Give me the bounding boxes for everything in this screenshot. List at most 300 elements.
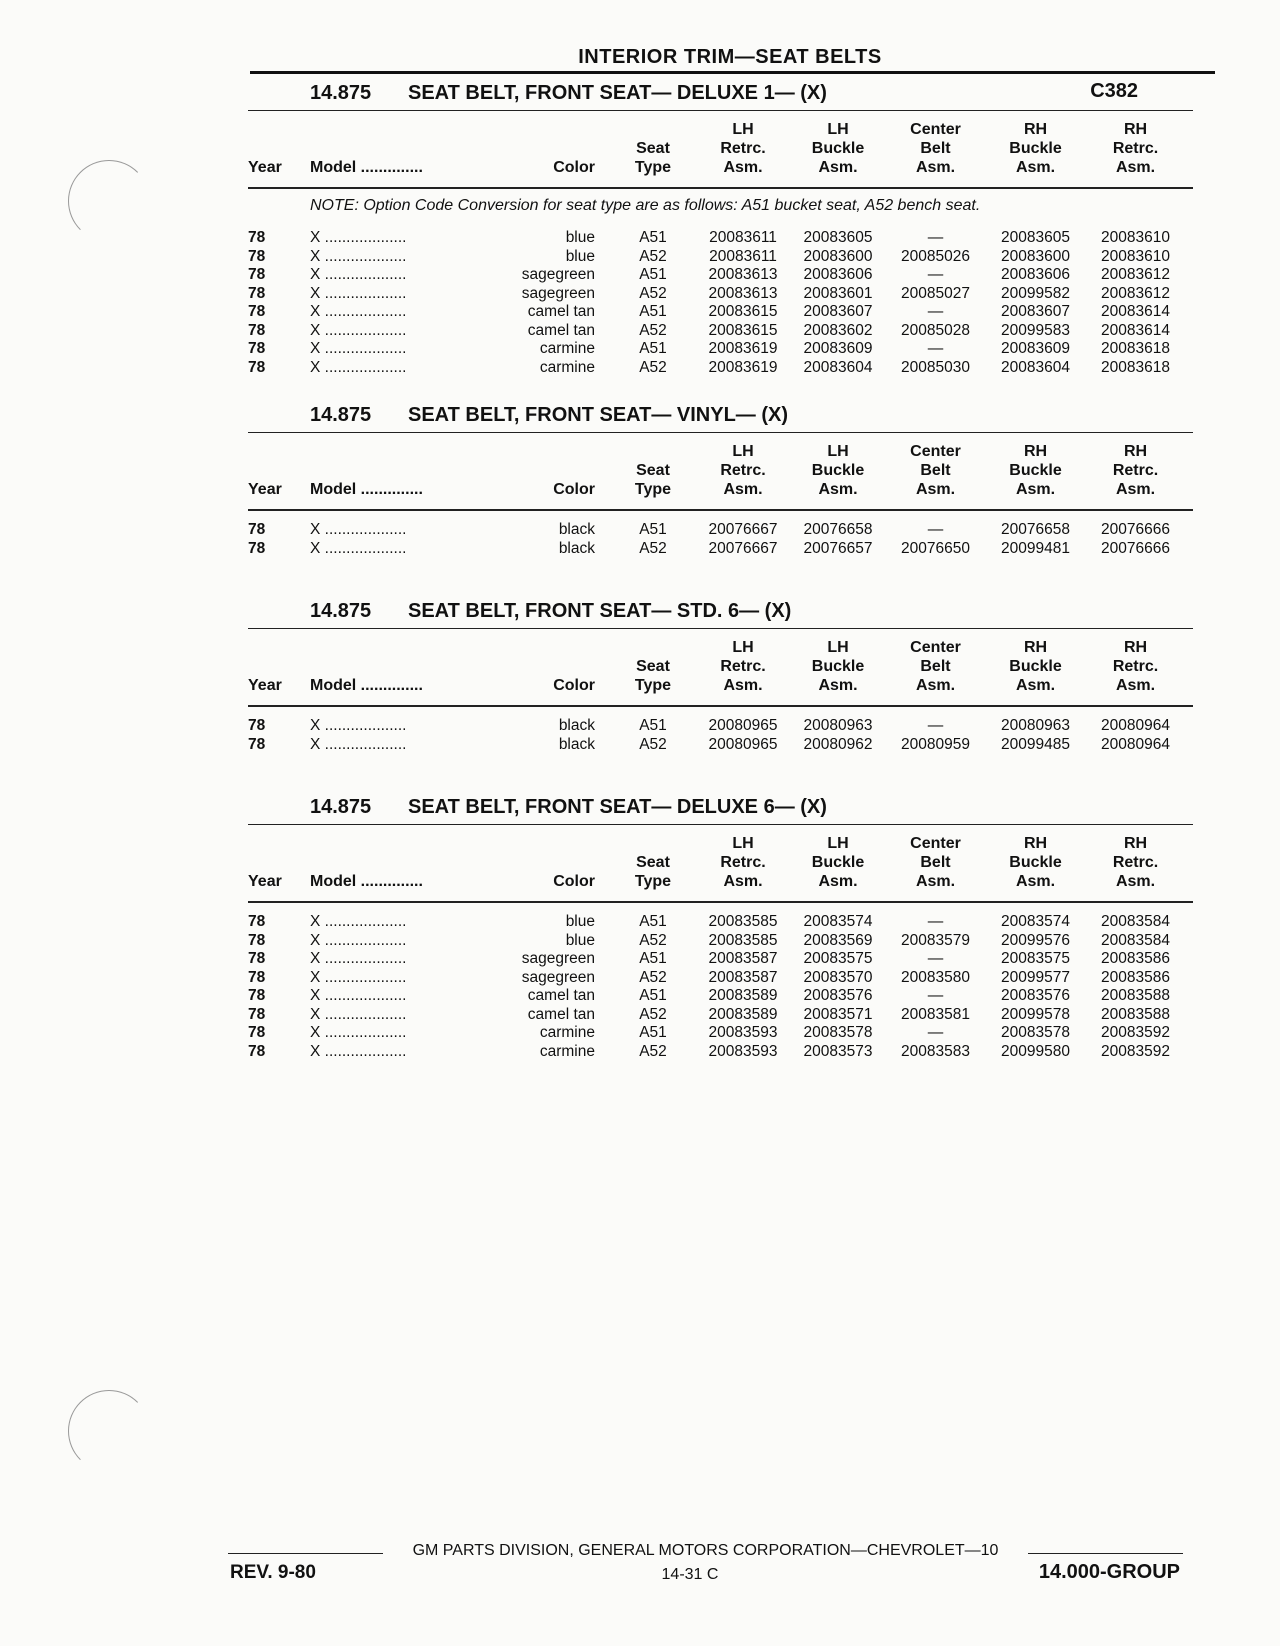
- cell-lh-buckle: 20083576: [803, 987, 873, 1004]
- cell-seat-type: A51: [639, 987, 667, 1004]
- section-3: [248, 598, 1193, 754]
- col-header-rh-buckle: [988, 120, 1083, 177]
- col-header-line: Seat: [636, 854, 670, 871]
- cell-center-belt: —: [927, 717, 944, 734]
- col-header-year: [248, 158, 288, 177]
- table-row: [248, 303, 1193, 322]
- cell-year: 78: [248, 539, 266, 557]
- cell-center-belt: 20085026: [901, 247, 970, 265]
- cell-lh-buckle: 20083604: [803, 358, 873, 376]
- cell-center-belt: 20085027: [901, 284, 970, 302]
- col-header-line: Buckle: [811, 854, 865, 871]
- section-header: [248, 794, 1193, 824]
- col-header-lh-buckle: [793, 120, 883, 177]
- cell-model: X ...................: [310, 321, 407, 339]
- cell-lh-buckle: 20080962: [803, 735, 873, 753]
- cell-rh-retrc: 20083610: [1101, 247, 1170, 265]
- col-header-seat: [628, 853, 678, 891]
- cell-year: 78: [248, 987, 266, 1004]
- col-header-line: Retrc.: [720, 854, 766, 871]
- section-1: [248, 80, 1193, 377]
- cell-model: X ...................: [310, 717, 407, 734]
- col-header-year: [248, 676, 288, 695]
- cell-seat-type: A51: [639, 717, 667, 734]
- table-body: [248, 903, 1193, 1061]
- cell-lh-retrc: 20083585: [708, 913, 778, 930]
- cell-rh-retrc: 20083610: [1101, 229, 1170, 246]
- col-header-lh-buckle: [793, 834, 883, 891]
- cell-center-belt: —: [927, 913, 944, 930]
- cell-lh-buckle: 20083605: [803, 229, 873, 246]
- cell-model: X ...................: [310, 987, 407, 1004]
- col-header-line: Asm.: [1015, 481, 1056, 498]
- cell-year: 78: [248, 340, 266, 357]
- col-header-line: Type: [634, 159, 672, 176]
- cell-rh-retrc: 20083612: [1101, 266, 1170, 283]
- cell-seat-type: A52: [639, 1005, 667, 1023]
- section-header: [248, 402, 1193, 432]
- col-header-seat: [628, 461, 678, 499]
- cell-rh-buckle: 20083609: [1001, 340, 1070, 357]
- col-header-center-belt: [888, 120, 983, 177]
- col-header-line: Color: [553, 677, 595, 694]
- col-header-line: LH: [732, 835, 754, 852]
- cell-rh-retrc: 20083584: [1101, 913, 1170, 930]
- cell-seat-type: A52: [639, 539, 667, 557]
- col-header-line: LH: [732, 639, 754, 656]
- cell-lh-buckle: 20080963: [803, 717, 873, 734]
- cell-model: X ...................: [310, 247, 407, 265]
- col-header-line: RH: [1123, 121, 1148, 138]
- col-header-rh-buckle: [988, 442, 1083, 499]
- cell-rh-buckle: 20083605: [1001, 229, 1070, 246]
- section-number: 14.875: [310, 600, 372, 622]
- cell-year: 78: [248, 266, 266, 283]
- cell-lh-buckle: 20083575: [803, 950, 873, 967]
- table-row: [248, 285, 1193, 304]
- page-title: INTERIOR TRIM—SEAT BELTS: [578, 46, 882, 68]
- col-header-rh-retrc: [1088, 442, 1183, 499]
- cell-lh-retrc: 20080965: [708, 717, 778, 734]
- col-header-line: LH: [827, 835, 849, 852]
- col-header-year: [248, 480, 288, 499]
- table-row: [248, 340, 1193, 359]
- cell-lh-retrc: 20080965: [708, 735, 778, 753]
- col-header-line: Belt: [920, 658, 951, 675]
- cell-rh-buckle: 20099481: [1001, 539, 1070, 557]
- col-header-lh-retrc: [698, 120, 788, 177]
- col-header-line: LH: [732, 121, 754, 138]
- cell-lh-retrc: 20083611: [709, 229, 777, 246]
- col-header-line: RH: [1023, 121, 1048, 138]
- section-header: [248, 80, 1193, 110]
- col-header-line: RH: [1023, 835, 1048, 852]
- cell-rh-retrc: 20076666: [1101, 539, 1170, 557]
- col-header-rh-retrc: [1088, 120, 1183, 177]
- cell-model: X ...................: [310, 1024, 407, 1041]
- cell-lh-buckle: 20076657: [803, 539, 873, 557]
- col-header-line: Retrc.: [720, 658, 766, 675]
- cell-rh-retrc: 20083592: [1101, 1024, 1170, 1041]
- section-number: 14.875: [310, 82, 372, 104]
- table-row: [248, 359, 1193, 378]
- cell-rh-retrc: 20083588: [1101, 987, 1170, 1004]
- cell-lh-retrc: 20083589: [708, 987, 778, 1004]
- col-header-line: Belt: [920, 140, 951, 157]
- col-header-rh-buckle: [988, 638, 1083, 695]
- cell-lh-buckle: 20083569: [803, 931, 873, 949]
- cell-year: 78: [248, 913, 266, 930]
- cell-rh-buckle: 20099583: [1001, 321, 1070, 339]
- cell-center-belt: 20083583: [901, 1042, 970, 1060]
- col-header-lh-retrc: [698, 834, 788, 891]
- column-headers: [248, 825, 1193, 901]
- cell-lh-retrc: 20083593: [708, 1042, 778, 1060]
- cell-seat-type: A51: [639, 913, 667, 930]
- col-header-seat: [628, 139, 678, 177]
- col-header-line: Center: [910, 121, 961, 138]
- cell-lh-retrc: 20083611: [709, 247, 777, 265]
- col-header-line: Type: [634, 873, 672, 890]
- column-headers: [248, 629, 1193, 705]
- table-row: [248, 266, 1193, 285]
- cell-seat-type: A52: [639, 1042, 667, 1060]
- cell-rh-buckle: 20083607: [1001, 303, 1070, 320]
- cell-year: 78: [248, 229, 266, 246]
- col-header-line: Asm.: [723, 159, 763, 176]
- cell-lh-retrc: 20076667: [708, 539, 778, 557]
- col-header-line: Retrc.: [1112, 140, 1159, 157]
- cell-lh-retrc: 20083587: [708, 968, 778, 986]
- col-header-line: Asm.: [1015, 159, 1056, 176]
- col-header-line: Retrc.: [1112, 658, 1159, 675]
- cell-year: 78: [248, 931, 266, 949]
- col-header-lh-buckle: [793, 638, 883, 695]
- cell-color: carmine: [539, 1042, 595, 1060]
- table-body: [248, 707, 1193, 754]
- cell-center-belt: 20083581: [901, 1005, 970, 1023]
- cell-rh-buckle: 20083606: [1001, 266, 1070, 283]
- col-header-color: [503, 676, 595, 695]
- cell-lh-retrc: 20083619: [708, 358, 778, 376]
- col-header-line: LH: [827, 121, 849, 138]
- cell-model: X ...................: [310, 950, 407, 967]
- table-row: [248, 229, 1193, 248]
- revision-date: REV. 9-80: [230, 1562, 316, 1583]
- col-header-line: Buckle: [811, 462, 865, 479]
- cell-rh-buckle: 20099485: [1001, 735, 1070, 753]
- cell-center-belt: 20085030: [901, 358, 970, 376]
- col-header-line: Asm.: [1015, 873, 1056, 890]
- col-header-seat: [628, 657, 678, 695]
- cell-rh-retrc: 20083592: [1101, 1042, 1170, 1060]
- cell-year: 78: [248, 521, 266, 538]
- cell-seat-type: A52: [639, 358, 667, 376]
- col-header-line: Center: [910, 639, 961, 656]
- cell-lh-buckle: 20083607: [803, 303, 873, 320]
- col-header-line: Year: [248, 873, 282, 890]
- table-body: [248, 511, 1193, 558]
- cell-lh-buckle: 20083609: [803, 340, 873, 357]
- col-header-line: LH: [732, 443, 754, 460]
- cell-year: 78: [248, 1005, 266, 1023]
- col-header-line: LH: [827, 443, 849, 460]
- col-header-lh-retrc: [698, 442, 788, 499]
- cell-center-belt: —: [927, 340, 944, 357]
- col-header-line: Belt: [920, 462, 951, 479]
- cell-seat-type: A51: [639, 340, 667, 357]
- cell-model: X ...................: [310, 539, 407, 557]
- col-header-year: [248, 872, 288, 891]
- cell-year: 78: [248, 1042, 266, 1060]
- col-header-line: Asm.: [915, 481, 956, 498]
- col-header-center-belt: [888, 834, 983, 891]
- col-header-line: RH: [1123, 639, 1148, 656]
- section-number: 14.875: [310, 796, 372, 818]
- cell-color: black: [558, 539, 595, 557]
- table-row: [248, 1024, 1193, 1043]
- col-header-model: [310, 158, 510, 177]
- cell-color: sagegreen: [521, 950, 595, 967]
- cell-lh-buckle: 20083570: [803, 968, 873, 986]
- col-header-line: Model ..............: [310, 159, 423, 176]
- cell-lh-retrc: 20083615: [708, 303, 778, 320]
- cell-rh-buckle: 20083578: [1001, 1024, 1070, 1041]
- cell-lh-buckle: 20083578: [803, 1024, 873, 1041]
- cell-rh-retrc: 20083618: [1101, 358, 1170, 376]
- cell-seat-type: A52: [639, 247, 667, 265]
- table-row: [248, 969, 1193, 988]
- cell-rh-buckle: 20080963: [1001, 717, 1070, 734]
- table-row: [248, 540, 1193, 559]
- cell-seat-type: A52: [639, 931, 667, 949]
- cell-rh-buckle: 20083574: [1001, 913, 1070, 930]
- cell-center-belt: —: [927, 266, 944, 283]
- col-header-line: RH: [1123, 835, 1148, 852]
- cell-model: X ...................: [310, 1042, 407, 1060]
- cell-rh-retrc: 20080964: [1101, 735, 1170, 753]
- cell-rh-retrc: 20083614: [1101, 321, 1170, 339]
- cell-center-belt: 20083580: [901, 968, 970, 986]
- footer-rule-right: [1028, 1553, 1183, 1554]
- cell-center-belt: 20076650: [901, 539, 970, 557]
- col-header-line: Center: [910, 443, 961, 460]
- cell-center-belt: 20080959: [901, 735, 970, 753]
- cell-rh-buckle: 20099580: [1001, 1042, 1070, 1060]
- col-header-line: Retrc.: [1112, 854, 1159, 871]
- col-header-line: Asm.: [1115, 481, 1156, 498]
- col-header-line: Year: [248, 481, 282, 498]
- col-header-line: Model ..............: [310, 481, 423, 498]
- cell-model: X ...................: [310, 735, 407, 753]
- cell-seat-type: A51: [639, 950, 667, 967]
- col-header-line: RH: [1023, 639, 1048, 656]
- cell-model: X ...................: [310, 340, 407, 357]
- cell-color: camel tan: [527, 321, 595, 339]
- cell-lh-buckle: 20083600: [803, 247, 873, 265]
- col-header-line: Belt: [920, 854, 951, 871]
- cell-lh-retrc: 20083619: [708, 340, 778, 357]
- col-header-line: LH: [827, 639, 849, 656]
- cell-center-belt: —: [927, 521, 944, 538]
- col-header-line: RH: [1023, 443, 1048, 460]
- col-header-line: Model ..............: [310, 873, 423, 890]
- cell-color: black: [558, 735, 595, 753]
- cell-rh-retrc: 20076666: [1101, 521, 1170, 538]
- cell-rh-buckle: 20083575: [1001, 950, 1070, 967]
- cell-lh-retrc: 20083587: [708, 950, 778, 967]
- cell-rh-retrc: 20083614: [1101, 303, 1170, 320]
- cell-lh-buckle: 20083606: [803, 266, 873, 283]
- cell-rh-retrc: 20083586: [1101, 950, 1170, 967]
- cell-color: camel tan: [527, 303, 595, 320]
- cell-rh-buckle: 20083576: [1001, 987, 1070, 1004]
- cell-rh-buckle: 20099577: [1001, 968, 1070, 986]
- title-rule: [250, 71, 1215, 74]
- table-row: [248, 1043, 1193, 1062]
- cell-lh-buckle: 20083601: [803, 284, 873, 302]
- cell-lh-retrc: 20083593: [708, 1024, 778, 1041]
- cell-lh-retrc: 20076667: [708, 521, 778, 538]
- cell-center-belt: —: [927, 229, 944, 246]
- cell-model: X ...................: [310, 913, 407, 930]
- cell-rh-buckle: 20099576: [1001, 931, 1070, 949]
- col-header-model: [310, 676, 510, 695]
- column-headers: [248, 433, 1193, 509]
- cell-center-belt: —: [927, 1024, 944, 1041]
- cell-year: 78: [248, 321, 266, 339]
- cell-color: camel tan: [527, 987, 595, 1004]
- cell-lh-retrc: 20083585: [708, 931, 778, 949]
- cell-year: 78: [248, 735, 266, 753]
- cell-rh-retrc: 20083618: [1101, 340, 1170, 357]
- column-headers: [248, 111, 1193, 187]
- cell-color: camel tan: [527, 1005, 595, 1023]
- cell-lh-buckle: 20083573: [803, 1042, 873, 1060]
- col-header-line: Buckle: [811, 658, 865, 675]
- col-header-line: Buckle: [1009, 140, 1062, 157]
- cell-color: black: [558, 717, 595, 734]
- col-header-line: Seat: [636, 140, 670, 157]
- section-header: [248, 598, 1193, 628]
- cell-rh-retrc: 20080964: [1101, 717, 1170, 734]
- col-header-line: Asm.: [723, 481, 763, 498]
- cell-seat-type: A52: [639, 321, 667, 339]
- cell-lh-buckle: 20083574: [803, 913, 873, 930]
- col-header-line: Color: [553, 873, 595, 890]
- section-code: C382: [1090, 80, 1138, 102]
- cell-rh-buckle: 20099578: [1001, 1005, 1070, 1023]
- cell-year: 78: [248, 717, 266, 734]
- cell-year: 78: [248, 1024, 266, 1041]
- cell-lh-retrc: 20083615: [708, 321, 778, 339]
- col-header-line: Buckle: [1009, 854, 1062, 871]
- col-header-line: Asm.: [723, 677, 763, 694]
- col-header-line: Seat: [636, 658, 670, 675]
- cell-color: sagegreen: [521, 266, 595, 283]
- col-header-line: Retrc.: [720, 140, 766, 157]
- cell-color: sagegreen: [521, 968, 595, 986]
- col-header-color: [503, 158, 595, 177]
- cell-color: carmine: [539, 1024, 595, 1041]
- col-header-line: Asm.: [915, 677, 956, 694]
- col-header-line: Asm.: [1115, 677, 1156, 694]
- table-row: [248, 913, 1193, 932]
- cell-rh-retrc: 20083584: [1101, 931, 1170, 949]
- col-header-line: Seat: [636, 462, 670, 479]
- col-header-line: Type: [634, 677, 672, 694]
- col-header-line: Color: [553, 159, 595, 176]
- col-header-line: Year: [248, 677, 282, 694]
- cell-color: blue: [565, 229, 595, 246]
- cell-rh-retrc: 20083588: [1101, 1005, 1170, 1023]
- cell-color: blue: [565, 913, 595, 930]
- cell-lh-buckle: 20083602: [803, 321, 873, 339]
- page-number: 14-31 C: [661, 1566, 719, 1583]
- section-title: SEAT BELT, FRONT SEAT— STD. 6— (X): [408, 600, 792, 622]
- cell-model: X ...................: [310, 521, 407, 538]
- cell-rh-buckle: 20083600: [1001, 247, 1070, 265]
- col-header-rh-buckle: [988, 834, 1083, 891]
- section-title: SEAT BELT, FRONT SEAT— VINYL— (X): [408, 404, 788, 426]
- cell-year: 78: [248, 968, 266, 986]
- table-row: [248, 932, 1193, 951]
- section-title: SEAT BELT, FRONT SEAT— DELUXE 1— (X): [408, 82, 827, 104]
- table-row: [248, 521, 1193, 540]
- col-header-line: Asm.: [915, 873, 956, 890]
- binder-hole-bottom: [68, 1390, 150, 1472]
- section-note: NOTE: Option Code Conversion for seat type are as follows: A51 bucket seat, A52 bench seat.: [310, 197, 981, 214]
- col-header-line: Asm.: [723, 873, 763, 890]
- col-header-line: Asm.: [818, 873, 858, 890]
- cell-seat-type: A52: [639, 284, 667, 302]
- cell-model: X ...................: [310, 968, 407, 986]
- binder-hole-top: [68, 160, 150, 242]
- col-header-line: Asm.: [818, 481, 858, 498]
- table-body: [248, 219, 1193, 377]
- col-header-line: Asm.: [818, 677, 858, 694]
- cell-center-belt: 20083579: [901, 931, 970, 949]
- col-header-model: [310, 872, 510, 891]
- col-header-line: Year: [248, 159, 282, 176]
- col-header-model: [310, 480, 510, 499]
- col-header-line: Retrc.: [1112, 462, 1159, 479]
- cell-seat-type: A51: [639, 266, 667, 283]
- group-number: 14.000-GROUP: [1038, 1561, 1180, 1583]
- cell-year: 78: [248, 284, 266, 302]
- table-row: [248, 248, 1193, 267]
- section-2: [248, 402, 1193, 558]
- col-header-line: Asm.: [1115, 873, 1156, 890]
- table-row: [248, 1006, 1193, 1025]
- col-header-line: Buckle: [1009, 658, 1062, 675]
- cell-model: X ...................: [310, 284, 407, 302]
- cell-lh-buckle: 20083571: [803, 1005, 873, 1023]
- cell-lh-retrc: 20083589: [708, 1005, 778, 1023]
- cell-model: X ...................: [310, 931, 407, 949]
- cell-color: carmine: [539, 358, 595, 376]
- col-header-line: Center: [910, 835, 961, 852]
- cell-center-belt: —: [927, 303, 944, 320]
- col-header-line: Buckle: [811, 140, 865, 157]
- table-row: [248, 736, 1193, 755]
- col-header-color: [503, 872, 595, 891]
- cell-model: X ...................: [310, 229, 407, 246]
- cell-model: X ...................: [310, 1005, 407, 1023]
- cell-year: 78: [248, 303, 266, 320]
- col-header-line: Asm.: [818, 159, 858, 176]
- section-4: [248, 794, 1193, 1061]
